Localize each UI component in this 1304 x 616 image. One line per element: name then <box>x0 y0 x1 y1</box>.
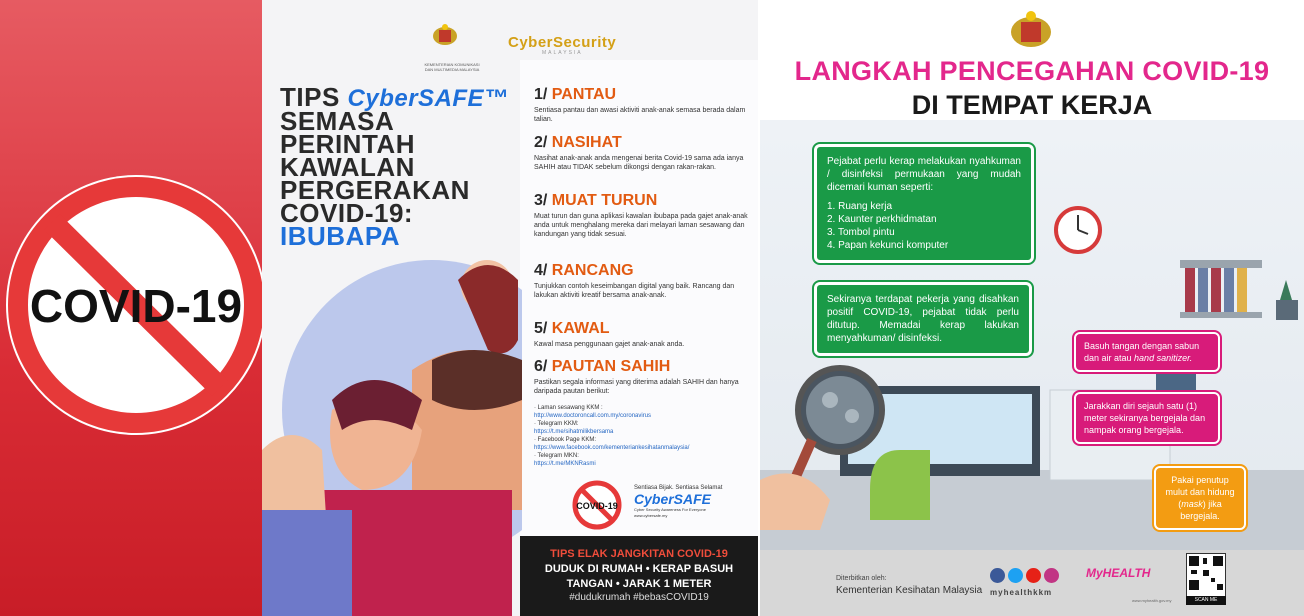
box-disinfect: Pejabat perlu kerap melakukan nyahkuman / disinfeksi permukaan yang mudah dicemari kuman seperti: 1. Ruang kerja 2. Kaunter perkhidmatan 3. Tombol pintu 4. Papan kekunci komputer <box>814 144 1034 263</box>
instagram-icon[interactable] <box>1044 568 1059 583</box>
panel-cybersafe <box>262 0 758 616</box>
link-mkn-telegram[interactable]: https://t.me/MKNRasmi <box>534 461 596 467</box>
tip-kawal: 5/ KAWAL Kawal masa penggunaan gajet anak-anak anda. <box>534 320 685 348</box>
box-wash-hands: Basuh tangan dengan sabun dan air atau hand sanitizer. <box>1074 332 1220 372</box>
box-mask: Pakai penutup mulut dan hidung (mask) jika bergejala. <box>1154 466 1246 530</box>
link-kkm-web[interactable]: http://www.doctoroncall.com.my/coronavirus <box>534 413 652 419</box>
tip-muat-turun: 3/ MUAT TURUN Muat turun dan guna aplikasi kawalan ibubapa pada gajet anak-anak anda untuk menghalang mereka dari melayari laman sesawang dan kandungan yang tidak sesuai. <box>534 192 748 238</box>
title-line1: LANGKAH PENCEGAHAN COVID-19 <box>794 56 1270 86</box>
link-kkm-telegram[interactable]: https://t.me/sihatmilikbersama <box>534 429 614 435</box>
svg-text:COVID-19: COVID-19 <box>576 501 618 511</box>
panel-no-covid <box>0 0 262 616</box>
tips-title: TIPS CyberSAFE™ SEMASA PERINTAH KAWALAN PERGERAKAN COVID-19: IBUBAPA <box>280 82 509 251</box>
malaysia-crest-icon <box>1006 8 1056 50</box>
panel-workplace <box>760 0 1304 616</box>
no-covid-badge-icon <box>572 480 622 530</box>
tip-rancang: 4/ RANCANG Tunjukkan contoh keseimbangan digital yang baik. Rancang dan lakukan aktiviti kreatif bersama anak-anak. <box>534 262 735 299</box>
cybersecurity-sub: MALAYSIA <box>542 50 583 56</box>
tip-pantau: 1/ PANTAU Sentiasa pantau dan awasi aktiviti anak-anak semasa berada dalam talian. <box>534 86 746 123</box>
ministry-caption: KEMENTERIAN KOMUNIKASI DAN MULTIMEDIA MALAYSIA <box>424 62 480 72</box>
box-positive-case: Sekiranya terdapat pekerja yang disahkan positif COVID-19, pejabat tidak perlu ditutup. Memadai kerap lakukan menyahkuman/ disinfeksi. <box>814 282 1032 356</box>
family-illustration <box>262 250 522 616</box>
myhealth-url: www.myhealth.gov.my <box>1132 598 1172 603</box>
malaysia-crest-icon <box>430 22 460 48</box>
cybersafe-logo: Sentiasa Bijak. Sentiasa Selamat CyberSAFE Cyber Security Awareness For Everyone www.cybersafe.my <box>634 485 723 518</box>
official-links: · Laman sesawang KKM : http://www.doctoroncall.com.my/coronavirus · Telegram KKM: https://t.me/sihatmilikbersama · Facebook Page KKM: https://www.facebook.com/kementeriankesihatanmalaysia/ · Telegram MKN: https://t.me/MKNRasmi <box>534 404 754 468</box>
no-covid-sign <box>0 170 262 440</box>
title-line2: DI TEMPAT KERJA <box>911 90 1153 120</box>
footer-issued: Diterbitkan oleh: <box>836 575 887 582</box>
box-distance: Jarakkan diri sejauh satu (1) meter sekiranya bergejala dan nampak orang bergejala. <box>1074 392 1220 444</box>
sign-text: COVID-19 <box>29 280 243 332</box>
social-icons <box>990 568 1059 583</box>
social-handle: myhealthkkm <box>990 588 1053 597</box>
facebook-icon[interactable] <box>990 568 1005 583</box>
scan-me-label: SCAN ME <box>1186 596 1226 605</box>
tip-pautan-sahih: 6/ PAUTAN SAHIH Pastikan segala informasi yang diterima adalah SAHIH dan hanya daripada pautan berikut: <box>534 358 739 395</box>
footer-ministry: Kementerian Kesihatan Malaysia <box>836 585 983 596</box>
twitter-icon[interactable] <box>1008 568 1023 583</box>
cybersecurity-logo: CyberSecurity <box>508 34 617 51</box>
footer-tips: TIPS ELAK JANGKITAN COVID-19 DUDUK DI RUMAH • KERAP BASUH TANGAN • JARAK 1 METER #dudukrumah #bebasCOVID19 <box>520 536 758 616</box>
youtube-icon[interactable] <box>1026 568 1041 583</box>
myhealth-logo: MyHEALTH <box>1086 566 1151 580</box>
tip-nasihat: 2/ NASIHAT Nasihat anak-anak anda mengenai berita Covid-19 sama ada ianya SAHIH atau TIDAK sebelum dikongsi dengan rakan-rakan. <box>534 134 744 171</box>
link-kkm-facebook[interactable]: https://www.facebook.com/kementeriankesihatanmalaysia/ <box>534 445 690 451</box>
